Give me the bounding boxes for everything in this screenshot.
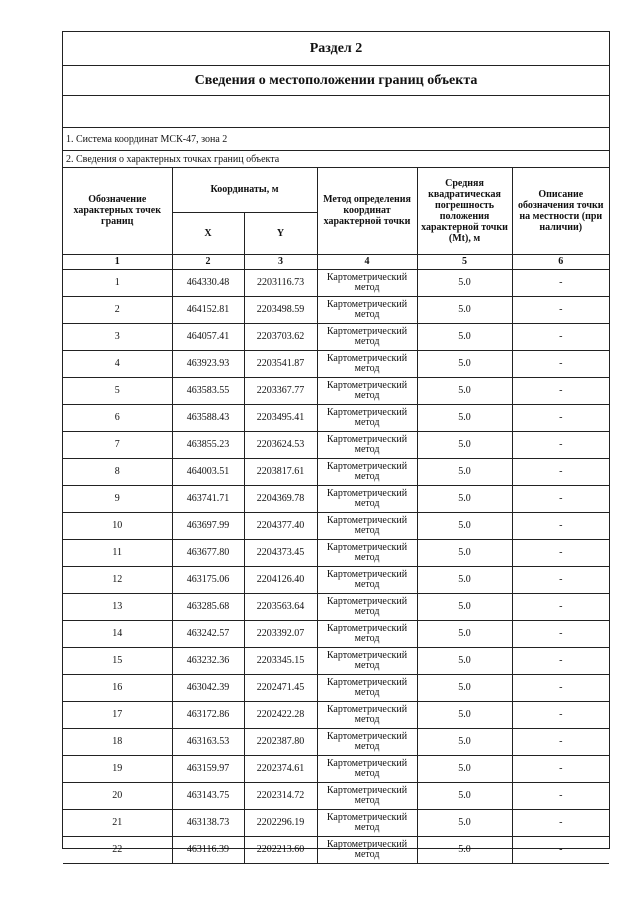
cell-method: Картометрический метод	[317, 350, 417, 377]
column-number: 1	[63, 254, 172, 269]
cell-coord-y: 2203116.73	[244, 269, 317, 296]
cell-point-number: 2	[63, 296, 172, 323]
cell-point-number: 6	[63, 404, 172, 431]
cell-method: Картометрический метод	[317, 620, 417, 647]
cell-description: -	[512, 377, 609, 404]
table-header	[63, 168, 609, 269]
cell-description: -	[512, 728, 609, 755]
cell-point-number: 3	[63, 323, 172, 350]
cell-coord-x: 463677.80	[172, 539, 244, 566]
points-caption-line: 2. Сведения о характерных точках границ объекта	[63, 151, 609, 168]
cell-coord-y: 2202374.61	[244, 755, 317, 782]
cell-point-number: 18	[63, 728, 172, 755]
cell-mt-error: 5.0	[417, 458, 512, 485]
cell-coord-y: 2204369.78	[244, 485, 317, 512]
cell-coord-y: 2203624.53	[244, 431, 317, 458]
header-coords: Координаты, м	[172, 168, 317, 212]
cell-description: -	[512, 350, 609, 377]
cell-point-number: 11	[63, 539, 172, 566]
cell-coord-y: 2203392.07	[244, 620, 317, 647]
table-row	[63, 620, 609, 647]
cell-coord-x: 463143.75	[172, 782, 244, 809]
cell-coord-x: 463138.73	[172, 809, 244, 836]
cell-description: -	[512, 485, 609, 512]
cell-coord-x: 463697.99	[172, 512, 244, 539]
column-number: 5	[417, 254, 512, 269]
cell-coord-x: 463588.43	[172, 404, 244, 431]
cell-mt-error: 5.0	[417, 782, 512, 809]
column-number: 6	[512, 254, 609, 269]
cell-mt-error: 5.0	[417, 836, 512, 863]
cell-coord-y: 2203703.62	[244, 323, 317, 350]
cell-coord-y: 2203367.77	[244, 377, 317, 404]
cell-point-number: 7	[63, 431, 172, 458]
cell-description: -	[512, 674, 609, 701]
cell-coord-x: 463116.39	[172, 836, 244, 863]
cell-mt-error: 5.0	[417, 350, 512, 377]
cell-coord-y: 2202213.60	[244, 836, 317, 863]
header-method: Метод определения координат характерной точки	[317, 168, 417, 254]
cell-mt-error: 5.0	[417, 755, 512, 782]
header-error: Средняя квадратическая погрешность положения характерной точки (Mt), м	[417, 168, 512, 254]
table-row	[63, 377, 609, 404]
cell-mt-error: 5.0	[417, 593, 512, 620]
cell-method: Картометрический метод	[317, 377, 417, 404]
cell-point-number: 20	[63, 782, 172, 809]
cell-coord-x: 463242.57	[172, 620, 244, 647]
cell-mt-error: 5.0	[417, 674, 512, 701]
table-body	[63, 269, 609, 863]
cell-coord-y: 2204126.40	[244, 566, 317, 593]
cell-mt-error: 5.0	[417, 485, 512, 512]
cell-description: -	[512, 836, 609, 863]
cell-coord-x: 464330.48	[172, 269, 244, 296]
cell-point-number: 13	[63, 593, 172, 620]
table-row	[63, 701, 609, 728]
cell-method: Картометрический метод	[317, 512, 417, 539]
cell-description: -	[512, 539, 609, 566]
cell-coord-x: 463583.55	[172, 377, 244, 404]
blank-row	[63, 96, 609, 128]
document-title: Сведения о местоположении границ объекта	[63, 66, 609, 96]
table-row	[63, 755, 609, 782]
column-number: 3	[244, 254, 317, 269]
cell-point-number: 1	[63, 269, 172, 296]
table-row	[63, 323, 609, 350]
cell-mt-error: 5.0	[417, 566, 512, 593]
cell-mt-error: 5.0	[417, 539, 512, 566]
cell-description: -	[512, 323, 609, 350]
cell-mt-error: 5.0	[417, 269, 512, 296]
cell-point-number: 4	[63, 350, 172, 377]
table-row	[63, 566, 609, 593]
cell-description: -	[512, 593, 609, 620]
cell-point-number: 9	[63, 485, 172, 512]
cell-method: Картометрический метод	[317, 431, 417, 458]
table-row	[63, 728, 609, 755]
cell-coord-y: 2203817.61	[244, 458, 317, 485]
table-row	[63, 431, 609, 458]
cell-description: -	[512, 566, 609, 593]
cell-method: Картометрический метод	[317, 755, 417, 782]
cell-method: Картометрический метод	[317, 782, 417, 809]
cell-coord-y: 2203563.64	[244, 593, 317, 620]
table-row	[63, 350, 609, 377]
cell-method: Картометрический метод	[317, 485, 417, 512]
table-row	[63, 782, 609, 809]
cell-description: -	[512, 269, 609, 296]
cell-description: -	[512, 809, 609, 836]
cell-coord-y: 2202296.19	[244, 809, 317, 836]
cell-coord-y: 2203498.59	[244, 296, 317, 323]
cell-coord-y: 2203345.15	[244, 647, 317, 674]
cell-mt-error: 5.0	[417, 431, 512, 458]
cell-method: Картометрический метод	[317, 647, 417, 674]
cell-coord-x: 463232.36	[172, 647, 244, 674]
cell-description: -	[512, 458, 609, 485]
cell-method: Картометрический метод	[317, 296, 417, 323]
cell-mt-error: 5.0	[417, 404, 512, 431]
cell-method: Картометрический метод	[317, 404, 417, 431]
cell-mt-error: 5.0	[417, 701, 512, 728]
cell-description: -	[512, 296, 609, 323]
cell-coord-x: 463855.23	[172, 431, 244, 458]
cell-description: -	[512, 701, 609, 728]
cell-method: Картометрический метод	[317, 728, 417, 755]
cell-coord-y: 2203495.41	[244, 404, 317, 431]
cell-method: Картометрический метод	[317, 593, 417, 620]
cell-point-number: 8	[63, 458, 172, 485]
table-row	[63, 593, 609, 620]
header-designation: Обозначение характерных точек границ	[63, 168, 172, 254]
table-row	[63, 809, 609, 836]
document-page	[62, 31, 610, 860]
cell-coord-y: 2202387.80	[244, 728, 317, 755]
cell-point-number: 17	[63, 701, 172, 728]
cell-description: -	[512, 512, 609, 539]
cell-mt-error: 5.0	[417, 377, 512, 404]
header-y: Y	[244, 212, 317, 254]
cell-coord-x: 463163.53	[172, 728, 244, 755]
table-row	[63, 458, 609, 485]
coord-system-line: 1. Система координат МСК-47, зона 2	[63, 128, 609, 151]
header-x: X	[172, 212, 244, 254]
cell-mt-error: 5.0	[417, 620, 512, 647]
cell-point-number: 15	[63, 647, 172, 674]
cell-method: Картометрический метод	[317, 539, 417, 566]
cell-coord-y: 2204373.45	[244, 539, 317, 566]
cell-mt-error: 5.0	[417, 809, 512, 836]
cell-method: Картометрический метод	[317, 458, 417, 485]
cell-point-number: 16	[63, 674, 172, 701]
cell-description: -	[512, 620, 609, 647]
table-row	[63, 296, 609, 323]
table-row	[63, 404, 609, 431]
cell-coord-x: 463172.86	[172, 701, 244, 728]
cell-mt-error: 5.0	[417, 647, 512, 674]
cell-point-number: 5	[63, 377, 172, 404]
cell-description: -	[512, 647, 609, 674]
cell-coord-y: 2202471.45	[244, 674, 317, 701]
column-numbers-row	[63, 254, 609, 269]
cell-description: -	[512, 404, 609, 431]
column-number: 2	[172, 254, 244, 269]
cell-mt-error: 5.0	[417, 728, 512, 755]
table-row	[63, 674, 609, 701]
cell-method: Картометрический метод	[317, 836, 417, 863]
cell-coord-y: 2204377.40	[244, 512, 317, 539]
cell-coord-x: 463175.06	[172, 566, 244, 593]
cell-coord-y: 2203541.87	[244, 350, 317, 377]
cell-mt-error: 5.0	[417, 296, 512, 323]
table-row	[63, 485, 609, 512]
cell-coord-x: 463285.68	[172, 593, 244, 620]
cell-coord-x: 463159.97	[172, 755, 244, 782]
cell-coord-y: 2202314.72	[244, 782, 317, 809]
cell-point-number: 22	[63, 836, 172, 863]
cell-method: Картометрический метод	[317, 269, 417, 296]
cell-method: Картометрический метод	[317, 809, 417, 836]
cell-coord-y: 2202422.28	[244, 701, 317, 728]
cell-coord-x: 463042.39	[172, 674, 244, 701]
cell-coord-x: 464152.81	[172, 296, 244, 323]
cell-method: Картометрический метод	[317, 701, 417, 728]
cell-coord-x: 464057.41	[172, 323, 244, 350]
table-row	[63, 539, 609, 566]
cell-method: Картометрический метод	[317, 323, 417, 350]
points-table	[63, 168, 609, 864]
cell-method: Картометрический метод	[317, 566, 417, 593]
table-row	[63, 512, 609, 539]
cell-coord-x: 464003.51	[172, 458, 244, 485]
cell-mt-error: 5.0	[417, 323, 512, 350]
section-title: Раздел 2	[63, 32, 609, 66]
cell-description: -	[512, 431, 609, 458]
cell-description: -	[512, 782, 609, 809]
cell-mt-error: 5.0	[417, 512, 512, 539]
header-description: Описание обозначения точки на местности (при наличии)	[512, 168, 609, 254]
cell-point-number: 19	[63, 755, 172, 782]
blank-footer-row	[63, 838, 609, 848]
table-row	[63, 647, 609, 674]
table-row	[63, 269, 609, 296]
cell-point-number: 21	[63, 809, 172, 836]
cell-method: Картометрический метод	[317, 674, 417, 701]
cell-description: -	[512, 755, 609, 782]
cell-coord-x: 463741.71	[172, 485, 244, 512]
cell-point-number: 12	[63, 566, 172, 593]
cell-coord-x: 463923.93	[172, 350, 244, 377]
cell-point-number: 14	[63, 620, 172, 647]
cell-point-number: 10	[63, 512, 172, 539]
column-number: 4	[317, 254, 417, 269]
